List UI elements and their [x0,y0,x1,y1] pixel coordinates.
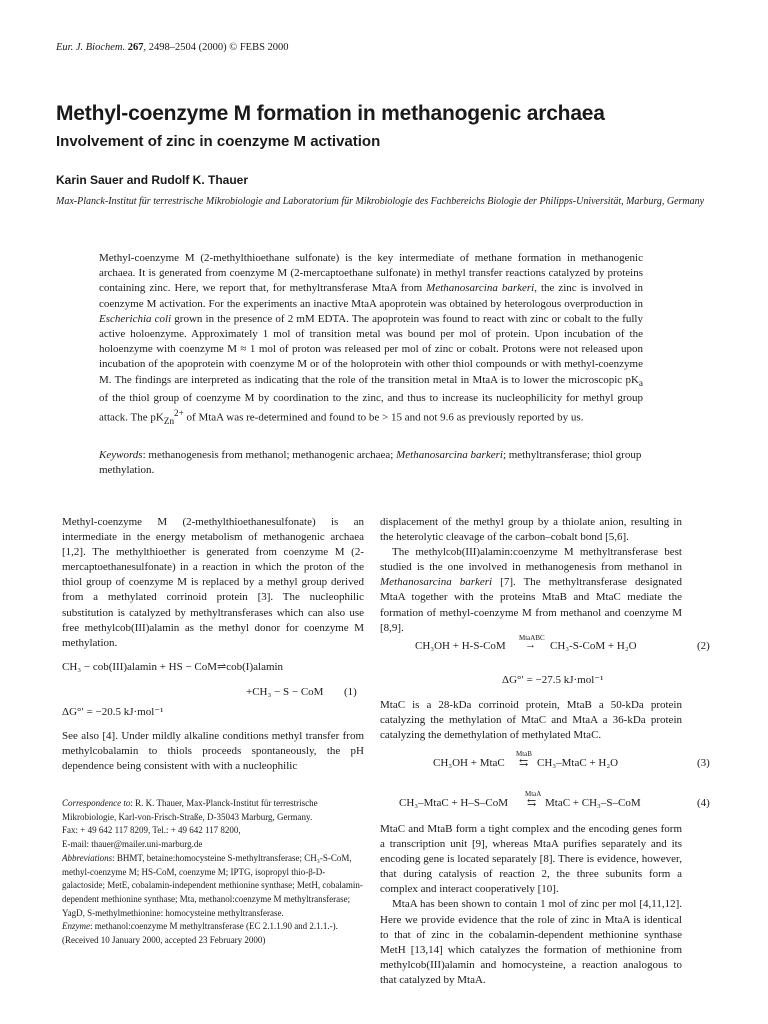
equation-1-line-1: CH₃ − cob(III)alamin + HS − CoM⇌cob(I)alamin [62,661,284,673]
equation-3-left: CH₃OH + MtaC [433,757,505,769]
equation-3-right: CH₃–MtaC + H₂O [537,757,619,769]
keywords-organism: Methanosarcina barkeri [396,449,503,461]
correspondence-label: Correspondence to [62,798,131,808]
abstract [99,251,643,429]
journal-citation [56,42,289,53]
affiliation: Max-Planck-Institut für terrestrische Mikrobiologie and Laboratorium für Mikrobiologie des Fachbereichs Biologie der Philipps-Universität, Marburg, Germany [56,196,705,207]
correspondence-text: : R. K. Thauer, Max-Planck-Institut für terrestrische Mikrobiologie, Karl-von-Frisch-Straße, D-35043 Marburg, Germany. [62,798,318,822]
equation-1-number: (1) [344,686,357,698]
abstract-organism-2: Escherichia coli [99,312,172,325]
equation-4-catalyst: MtaA [525,790,542,798]
received-dates: (Received 10 January 2000, accepted 23 February 2000) [62,935,266,946]
right-column [380,515,682,636]
equation-2-right: CH₃-S-CoM + H₂O [550,640,637,652]
equation-3-arrow: ⇆ [519,757,529,769]
enzyme-note [62,920,364,934]
left-column [62,515,364,651]
keywords-label: Keywords [99,449,143,461]
intro-paragraph: Methyl-coenzyme M (2-methylthioethanesulfonate) is an intermediate in the energy metabolism of methanogenic archaea [1,2]. The methylthioether is generated from coenzyme M (2-mercaptoethanesulfonate) in a reaction in which the proton of the thiol group of coenzyme M is replaced by a methyl group derived from a methylated corrinoid protein [3]. The nucleophilic substitution is catalyzed by methyltransferases which can also use free methylcob(III)alamin as the methyl donor for coenzyme M methylation. [62,516,364,649]
keywords [99,448,643,478]
equation-3-number: (3) [697,757,710,769]
email: E-mail: thauer@mailer.uni-marburg.de [62,839,203,850]
journal-pages-year: , 2498–2504 (2000) © FEBS 2000 [143,42,289,53]
correspondence-note [62,797,364,824]
abstract-sub-a: a [638,377,643,388]
right-column-bottom [380,822,682,988]
abbreviations-text: : BHMT, betaine:homocysteine S-methyltransferase; CH₃-S-CoM, methyl-coenzyme M; HS-CoM, coenzyme M; IPTG, isopropyl thio-β-D-galactoside; MetE, cobalamin-independent methionine synthase; MetH, cobalamin-dependent methionine synthase; Mta, methanol:coenzyme M methyltransferase; YagD, S-methylmethionine: homocysteine methyltransferase. [62,852,363,918]
zinc-paragraph: MtaA has been shown to contain 1 mol of zinc per mol [4,11,12]. Here we provide evidence that the role of zinc in MtaA is identical to that of zinc in the cobalamin-dependent methionine synthase MetH [13,14] which catalyzes the formation of methionine from methylcob(III)alamin and homocysteine, a reaction analogous to that catalyzed by MtaA. [380,898,682,986]
authors: Karin Sauer and Rudolf K. Thauer [56,173,249,187]
mtaa-organism: Methanosarcina barkeri [380,576,493,589]
abstract-text-1: Methyl-coenzyme M (2-methylthioethane sulfonate) is the key intermediate of methane formation in methanogenic archaea. It is generated from coenzyme M (2-mercaptoethane sulfonate) in methyl transfer reactions catalyzed by proteins containing zinc. Here, we report that, for methyltransferase MtaA from [99,252,643,295]
equation-1-line-2: +CH₃ − S − CoM [246,686,324,698]
fax-tel: Fax: + 49 642 117 8209, Tel.: + 49 642 117 8200, [62,825,241,836]
mtaa-text-2: [7]. The methyltransferase designated MtaA together with the proteins MtaB and MtaC mediate the formation of methyl-coenzyme M from methanol and coenzyme M [8,9]. [380,576,682,634]
equation-2-free-energy: ΔG°′ = −27.5 kJ·mol⁻¹ [502,674,604,686]
abstract-text-2: , the zinc is involved in coenzyme M activation. For the experiments an inactive MtaA apoprotein was obtained by heterologous overproduction in [99,282,644,310]
equation-2-left: CH₃OH + H-S-CoM [415,640,506,652]
abstract-text-5: of MtaA was re-determined and found to be > 15 and not 9.6 as previously reported by us. [183,411,584,424]
methylcobalamin-paragraph: See also [4]. Under mildly alkaline conditions methyl transfer from methylcobalamin to thiols proceeds spontaneously, the pH dependence being consistent with with a nucleophilic [62,730,364,773]
equation-4-left: CH₃–MtaC + H–S–CoM [399,797,509,809]
keywords-text-1: : methanogenesis from methanol; methanogenic archaea; [142,449,397,461]
article-title: Methyl-coenzyme M formation in methanogenic archaea [56,102,605,125]
keywords-text-2: ; methyltransferase; thiol group methylation. [99,449,642,477]
abbreviations-note [62,852,364,921]
equation-2-catalyst: MtaABC [519,634,545,642]
displacement-paragraph: displacement of the methyl group by a thiolate anion, resulting in the heterolytic cleavage of the carbon–cobalt bond [5,6]. [380,516,682,544]
equation-4-right: MtaC + CH₃–S–CoM [545,797,641,809]
enzyme-label: Enzyme [62,921,90,932]
journal-name: Eur. J. Biochem. [56,42,126,53]
left-column-continued [62,729,364,774]
right-column-mtac [380,698,682,743]
mtac-paragraph: MtaC is a 28-kDa corrinoid protein, MtaB a 50-kDa protein catalyzing the methylation of MtaC and MtaA a 36-kDa protein catalyzing the demethylation of methylated MtaC. [380,699,682,742]
equation-1-free-energy: ΔG°′ = −20.5 kJ·mol⁻¹ [62,706,164,718]
abstract-sub-zn: Zn [163,416,175,427]
complex-paragraph: MtaC and MtaB form a tight complex and the encoding genes form a transcription unit [9], whereas MtaA purifies separately and its encoding gene is located separately [8]. There is evidence, however, that during catalysis of reaction 2, the three subunits form a complex and interact cooperatively [10]. [380,823,682,896]
equation-2-arrow: → [525,639,536,651]
equation-2-number: (2) [697,640,710,652]
equation-4-arrow: ⇆ [527,797,537,809]
equation-4-number: (4) [697,797,710,809]
mtaa-text-1: The methylcob(III)alamin:coenzyme M methyltransferase best studied is the one involved in methanogenesis from methanol in [380,546,682,574]
abstract-sup-2: 2+ [174,408,184,419]
abstract-text-4: of the thiol group of coenzyme M by coordination to the zinc, and thus to increase its nucleophilicity for methyl group attack. The pK [99,392,643,424]
abstract-text-3: grown in the presence of 2 mM EDTA. The apoprotein was found to react with zinc or cobalt to the fully active holoenzyme. Approximately 1 mol of transition metal was bound per mol of protein. Upon incubation of the holoenzyme with coenzyme M ≈ 1 mol of proton was released per mol of zinc or cobalt. Protons were not released upon incubation of the apoprotein with coenzyme M or of the holoprotein with other thiol compounds or with methyl-coenzyme M. The findings are interpreted as indicating that the role of the transition metal in MtaA is to lower the microscopic pK [99,312,643,386]
equation-3-catalyst: MtaB [516,750,532,758]
journal-volume: 267 [127,42,144,53]
article-subtitle: Involvement of zinc in coenzyme M activation [56,133,381,150]
abbreviations-label: Abbreviations [62,852,113,863]
enzyme-text: : methanol:coenzyme M methyltransferase (EC 2.1.1.90 and 2.1.1.-). [90,921,338,932]
footnotes [62,797,364,948]
mtaa-paragraph [380,545,682,636]
abstract-organism-1: Methanosarcina barkeri [426,282,535,295]
